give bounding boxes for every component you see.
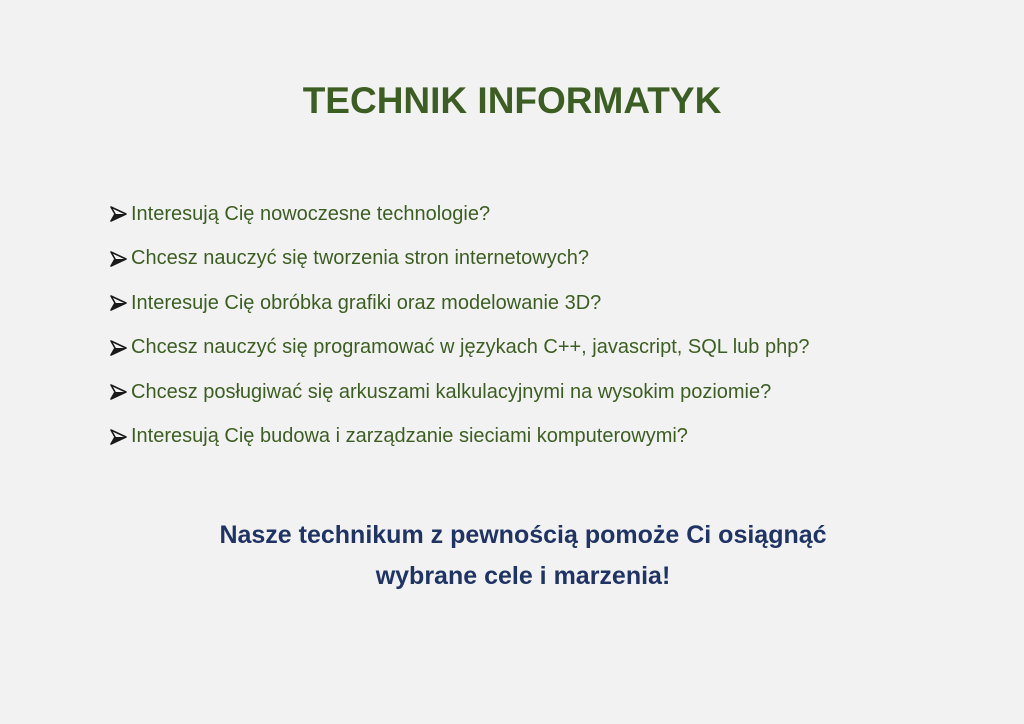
question-list: [108, 192, 988, 459]
arrow-bullet-icon: [108, 338, 130, 358]
closing-line-2: wybrane cele i marzenia!: [375, 562, 671, 590]
list-item: [108, 192, 988, 237]
list-item: [108, 281, 988, 326]
list-item-text: Interesują Cię budowa i zarządzanie sieciami komputerowymi?: [131, 425, 688, 448]
page-title: TECHNIK INFORMATYK: [302, 80, 722, 121]
list-item-text: Chcesz nauczyć się tworzenia stron internetowych?: [131, 247, 589, 270]
arrow-bullet-icon: [108, 427, 130, 447]
list-item: [108, 415, 988, 460]
arrow-bullet-icon: [108, 204, 130, 224]
list-item-text: Chcesz nauczyć się programować w językach C++, javascript, SQL lub php?: [131, 336, 810, 359]
list-item: [108, 237, 988, 282]
arrow-bullet-icon: [108, 249, 130, 269]
list-item: [108, 326, 988, 371]
arrow-bullet-icon: [108, 293, 130, 313]
closing-message: [0, 515, 1024, 597]
list-item: [108, 370, 988, 415]
list-item-text: Interesuje Cię obróbka grafiki oraz modelowanie 3D?: [131, 291, 602, 314]
closing-line-1: Nasze technikum z pewnością pomoże Ci osiągnąć: [219, 521, 827, 549]
arrow-bullet-icon: [108, 382, 130, 402]
list-item-text: Chcesz posługiwać się arkuszami kalkulacyjnymi na wysokim poziomie?: [131, 380, 772, 403]
list-item-text: Interesują Cię nowoczesne technologie?: [131, 202, 491, 225]
